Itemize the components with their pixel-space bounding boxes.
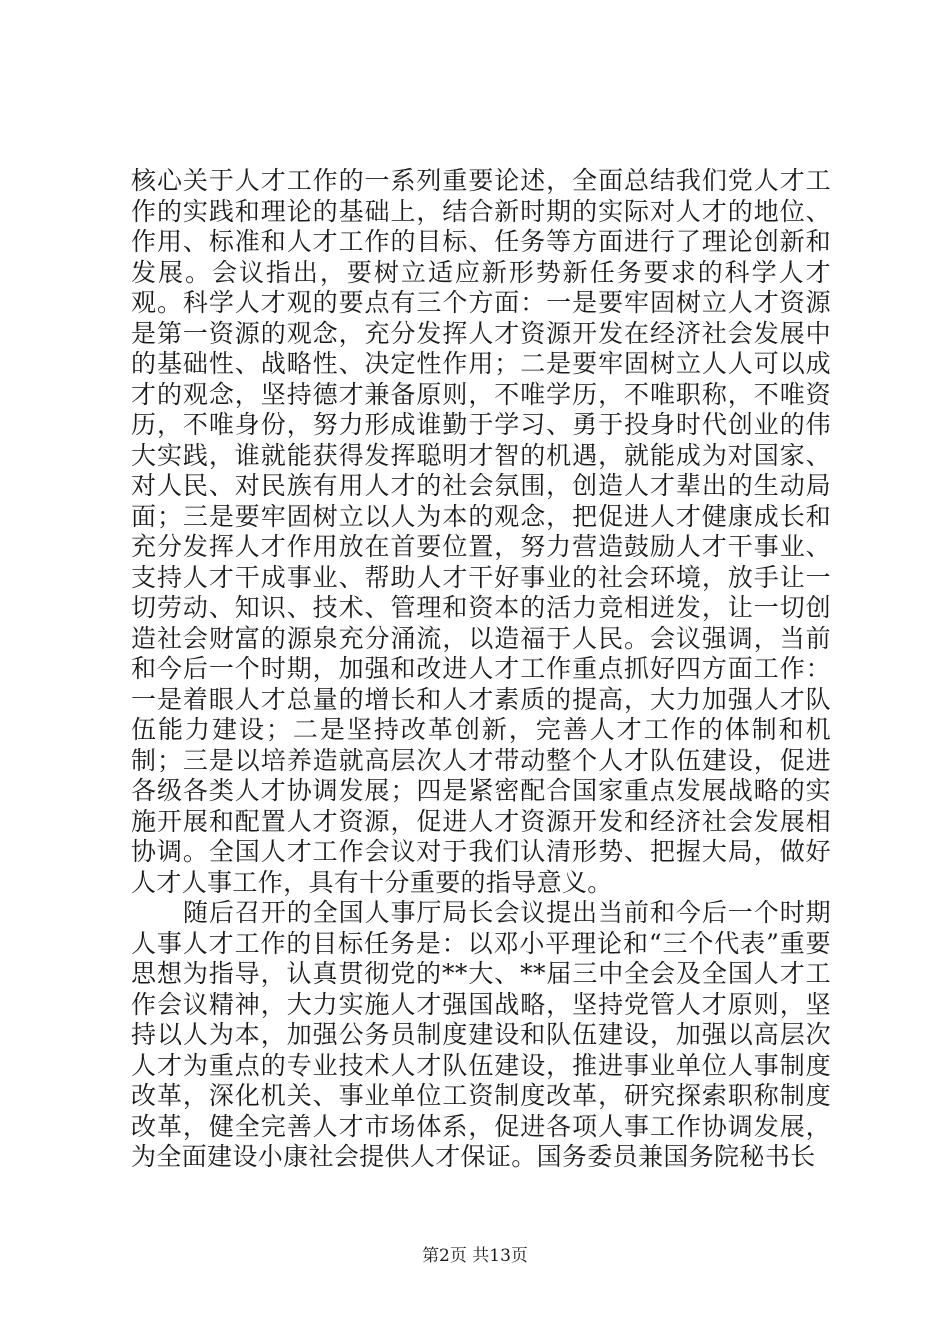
page-footer: 第2页 共13页 xyxy=(422,1246,528,1266)
document-body xyxy=(131,166,831,1173)
paragraph-2: 随后召开的全国人事厅局长会议提出当前和今后一个时期人事人才工作的目标任务是：以邓小平理论和“三个代表”重要思想为指导，认真贯彻党的**大、**届三中全会及全国人才工作会议精神，大力实施人才强国战略，坚持党管人才原则，坚持以人为本，加强公务员制度建设和队伍建设，加强以高层次人才为重点的专业技术人才队伍建设，推进事业单位人事制度改革，深化机关、事业单位工资制度改革，研究探索职称制度改革，健全完善人才市场体系，促进各项人事工作协调发展，为全面建设小康社会提供人才保证。国务委员兼国务院秘书长 xyxy=(131,898,831,1171)
paragraph-1: 核心关于人才工作的一系列重要论述，全面总结我们党人才工作的实践和理论的基础上，结合新时期的实际对人才的地位、作用、标准和人才工作的目标、任务等方面进行了理论创新和发展。会议指出，要树立适应新形势新任务要求的科学人才观。科学人才观的要点有三个方面：一是要牢固树立人才资源是第一资源的观念，充分发挥人才资源开发在经济社会发展中的基础性、战略性、决定性作用；二是要牢固树立人人可以成才的观念，坚持德才兼备原则，不唯学历，不唯职称，不唯资历，不唯身份，努力形成谁勤于学习、勇于投身时代创业的伟大实践，谁就能获得发挥聪明才智的机遇，就能成为对国家、对人民、对民族有用人才的社会氛围，创造人才辈出的生动局面；三是要牢固树立以人为本的观念，把促进人才健康成长和充分发挥人才作用放在首要位置，努力营造鼓励人才干事业、支持人才干成事业、帮助人才干好事业的社会环境，放手让一切劳动、知识、技术、管理和资本的活力竞相迸发，让一切创造社会财富的源泉充分涌流，以造福于人民。会议强调，当前和今后一个时期，加强和改进人才工作重点抓好四方面工作：一是着眼人才总量的增长和人才素质的提高，大力加强人才队伍能力建设；二是坚持改革创新，完善人才工作的体制和机制；三是以培养造就高层次人才带动整个人才队伍建设，促进各级各类人才协调发展；四是紧密配合国家重点发展战略的实施开展和配置人才资源，促进人才资源开发和经济社会发展相协调。全国人才工作会议对于我们认清形势、把握大局，做好人才人事工作，具有十分重要的指导意义。 xyxy=(131,166,831,897)
